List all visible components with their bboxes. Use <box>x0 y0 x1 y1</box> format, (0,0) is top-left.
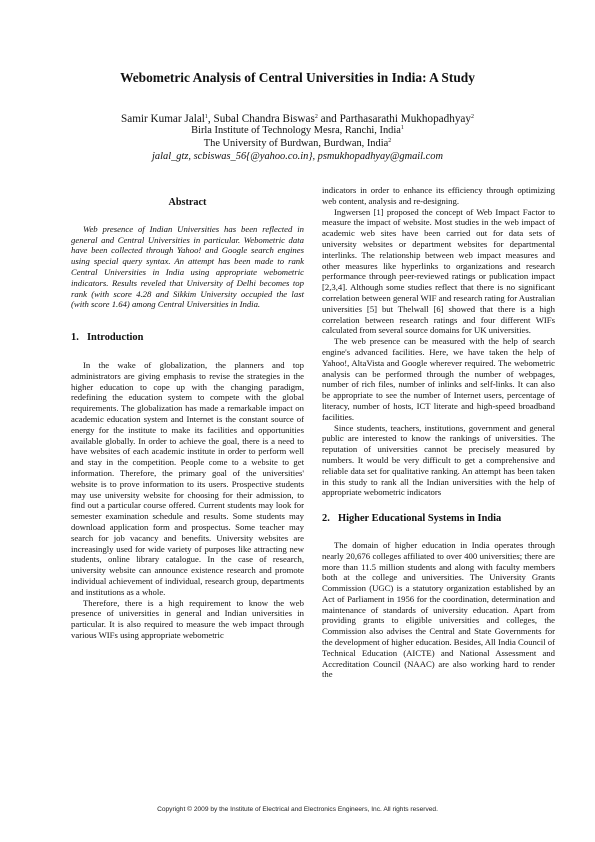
author-separator: , <box>207 113 214 125</box>
section-title: Higher Educational Systems in India <box>338 513 502 525</box>
body-paragraph: The web presence can be measured with the help of search engine's advanced facilities. Here, we have taken the help of Yahoo!, AltaVista and Google wherever required. The webometric analysis can be performed through the number of webpages, number of rich files, number of inlinks and self-links. It can also be appropriate to see the number of Internet users, percentage of literacy, number of hosts, ICT literate and high-speed broadband facilities. <box>322 336 555 422</box>
abstract-heading: Abstract <box>168 197 207 208</box>
body-paragraph: Since students, teachers, institutions, government and general public are interested to know the rankings of universities. The reputation of universities cannot be precisely measured by numbers. It would be very difficult to get a comprehensive and reliable data set for qualitative ranking. An attempt has been taken in this study to rank all the Indian universities with the help of appropriate webometric indicators <box>322 422 555 498</box>
affiliation-mark: 2 <box>388 138 392 144</box>
affiliation-mark: 1 <box>400 125 404 131</box>
author-affil-mark: 2 <box>314 114 318 120</box>
body-paragraph: In the wake of globalization, the planners and top administrators are giving emphasis to revise the strategies in the higher education to cope up with the changing paradigm, redefining the education system to compete with the global requirements. The globalization has made a remarkable impact on academic education system and Internet is the constant source of energy for the institute to make its facilities and opportunities available globally. In order to achieve the goal, there is a need to have websites of each academic institute in order to perform well and stay in the competition. People come to a website to get information. Therefore, the primary goal of the universities' website is to prove information to its users. Prospective students may use university website for choosing for their admission, to find out a particular course offered. Current students may look for semester examination schedule and results. Some students may download application form and prospectus. Some teacher may search for job vacancy and benefits. University websites are increasingly used for wide variety of purposes like attracting new students, online library catalogue. In the case of research, university website can announce existence research and promote individual achievement of individual, research group, departments and institutions as a whole. <box>71 359 304 597</box>
section-heading-higher-education <box>322 514 555 525</box>
affiliation-text: The University of Burdwan, Burdwan, India <box>203 138 389 149</box>
affiliation <box>0 138 595 149</box>
author-name: Samir Kumar Jalal <box>121 113 205 125</box>
author-name: Parthasarathi Mukhopadhyay <box>339 113 471 125</box>
right-column <box>322 185 555 680</box>
section-number: 2. <box>322 513 330 525</box>
section-number: 1. <box>71 332 79 344</box>
affiliation <box>0 125 595 136</box>
body-paragraph: Therefore, there is a high requirement to know the web presence of universities in general and Indian universities in particular. It is also required to measure the web impact through various WIFs using appropriate webometric <box>71 597 304 640</box>
left-column <box>71 198 304 641</box>
author-affil-mark: 2 <box>470 114 474 120</box>
body-paragraph: The domain of higher education in India operates through nearly 20,676 colleges affiliated to over 400 universities; there are more than 11.5 million students and along with faculty members both at the college and universities. The University Grants Commission (UGC) is a statutory organization established by an Act of Parliament in 1956 for the coordination, determination and maintenance of standards of university education. Apart from providing grants to eligible universities and colleges, the Commission also advises the Central and State Governments for the development of higher education. Besides, All India Council of Technical Education (AICTE) and National Assessment and Accreditation Council (NAAC) are also working hard to render the <box>322 539 555 680</box>
body-paragraph: Ingwersen [1] proposed the concept of Web Impact Factor to measure the impact of website. Most studies in the web impact of academic web sites have been carried out for data sets of university websites or department websites for departmental interlinks. The relationship between web impact measures and other measures like hyperlinks to organizations and research performance through peer-reviewed ratings or publication impact [2,3,4]. Although some studies reflect that there is no significant correlation between general WIF and research rating for Australian universities [5] but Thelwall [6] showed that there is a high correlation between research ratings and four different WIFs calculated from several source domains for UK universities. <box>322 206 555 336</box>
section-title: Introduction <box>87 332 144 344</box>
author-name: Subal Chandra Biswas <box>213 113 315 125</box>
author-emails: jalal_gtz, scbiswas_56{@yahoo.co.in}, psmukhopadhyay@gmail.com <box>152 151 443 162</box>
affiliation-text: Birla Institute of Technology Mesra, Ranchi, India <box>191 125 401 136</box>
author-affil-mark: 1 <box>204 114 208 120</box>
author-separator: and <box>317 113 340 125</box>
author-list <box>0 113 595 125</box>
section-heading-introduction <box>71 333 304 344</box>
body-paragraph: indicators in order to enhance its efficiency through optimizing web content, analysis and re-designing. <box>322 185 555 206</box>
copyright-footer: Copyright © 2009 by the Institute of Electrical and Electronics Engineers, Inc. All rights reserved. <box>157 806 438 813</box>
abstract-text: Web presence of Indian Universities has been reflected in general and Central Universities in particular. Webometric data have been collected through Yahoo! and Google search engines using special query syntax. An attempt has been made to rank Central Universities in India using appropriate webometric indicators. Results reveled that University of Delhi becomes top rank (with score 4.28 and Sikkim University occupied the last (with score 1.64) among Central Universities in India. <box>71 223 304 310</box>
paper-title: Webometric Analysis of Central Universities in India: A Study <box>120 70 475 85</box>
